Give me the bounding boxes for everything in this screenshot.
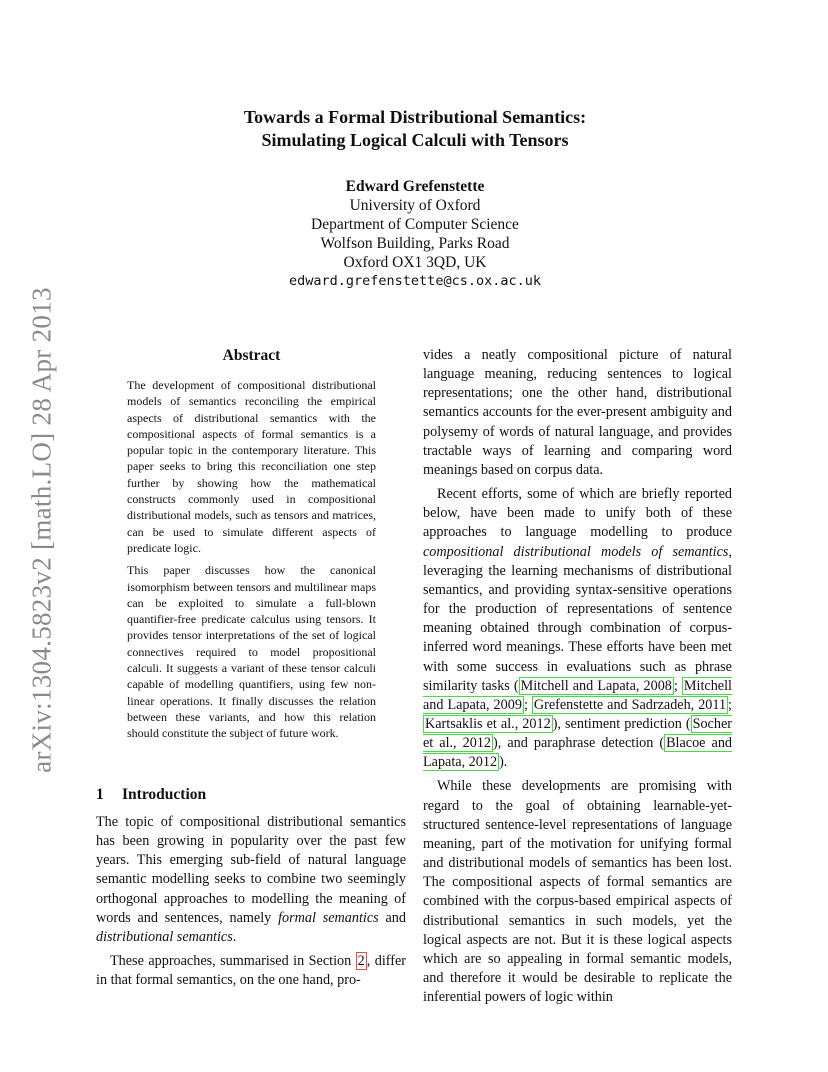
author-name: Edward Grefenstette bbox=[345, 178, 485, 195]
body-paragraph: The topic of compositional distributional semantics has been growing in popularity over the past few years. This emerging sub-field of natural language semantic modelling seeks to combine two seemingly orthogonal approaches to modelling the meaning of words and sentences, namely formal semantics and distributional semantics. bbox=[96, 814, 406, 945]
emphasis: distributional semantics bbox=[96, 928, 233, 945]
abstract-paragraph: This paper discusses how the canonical isomorphism between tensors and multilinear maps can be exploited to simulate a full-blown quantifier-free predicate calculus using tensors. It provides tensor interpretations of the set of logical connectives required to model propositional calculi. It suggests a variant of these tensor calculi capable of modelling quantifiers, using few non-linear operations. It finally discusses the relation between these variants, and how this relation should constitute the subject of future work. bbox=[127, 563, 376, 741]
title-line-2: Simulating Logical Calculi with Tensors bbox=[261, 130, 569, 150]
author-block bbox=[130, 177, 700, 291]
citation-link[interactable]: Kartsaklis et al., 2012 bbox=[425, 715, 551, 732]
author-email: edward.grefenstette@cs.ox.ac.uk bbox=[289, 273, 541, 289]
left-column bbox=[96, 813, 406, 990]
citation-link[interactable]: Blacoe and Lapata, 2012 bbox=[423, 735, 733, 771]
right-column bbox=[423, 346, 732, 1007]
emphasis: compositional distributional models of semantics bbox=[423, 543, 729, 560]
section-number: 1 bbox=[96, 786, 104, 803]
body-paragraph: While these developments are promising with regard to the goal of obtaining learnable-yet-structured sentence-level representations of language meaning, part of the motivation for unifying formal and distributional models of semantics has been lost. The compositional aspects of formal semantics are combined with the corpus-based empirical aspects of distributional semantics in such models, yet the logical aspects are not. But it is these logical aspects which are so appealing in formal semantic models, and therefore it would be desirable to replicate the inferential powers of logic within bbox=[423, 778, 732, 1006]
paper-title bbox=[130, 106, 700, 152]
body-paragraph: Recent efforts, some of which are briefly reported below, have been made to unify both of these approaches to language modelling to produce compositional distributional models of semantics, leveraging the learning mechanisms of distributional semantics, and providing syntax-sensitive operations for the production of representations of sentence meaning obtained through combination of corpus-inferred word meanings. These efforts have been met with some success in evaluations such as phrase similarity tasks ( Mitchell and Lapata, 2008 ; Mitchell and Lapata, 2009 ; Grefenstette and Sadrzadeh, 2011 ; Kartsaklis et al., 2012 ), sentiment prediction ( Socher et al., 2012 ), and paraphrase detection ( Blacoe and Lapata, 2012 ). bbox=[423, 486, 733, 771]
body-paragraph-continued: vides a neatly compositional picture of natural language meaning, reducing sentences to logical representations; one the other hand, distributional semantics accounts for the ever-present ambiguity and polysemy of words of natural language, and provides tractable ways of learning and comparing word meanings based on corpus data. bbox=[423, 347, 732, 478]
affiliation-line: Wolfson Building, Parks Road bbox=[320, 235, 510, 252]
citation-link[interactable]: Grefenstette and Sadrzadeh, 2011 bbox=[533, 696, 727, 713]
paper-header bbox=[130, 106, 700, 291]
affiliation-line: Department of Computer Science bbox=[311, 216, 519, 233]
affiliation-line: University of Oxford bbox=[349, 197, 481, 214]
body-paragraph: These approaches, summarised in Section 2 , differ in that formal semantics, on the one hand, pro- bbox=[96, 953, 406, 989]
section-title: Introduction bbox=[122, 786, 207, 803]
section-ref-link[interactable]: 2 bbox=[357, 953, 365, 970]
affiliation-line: Oxford OX1 3QD, UK bbox=[343, 254, 487, 271]
title-line-1: Towards a Formal Distributional Semantics: bbox=[243, 107, 587, 127]
arxiv-stamp bbox=[17, 287, 67, 773]
arxiv-stamp-text: arXiv:1304.5823v2 [math.LO] 28 Apr 2013 bbox=[26, 287, 57, 773]
emphasis: formal semantics bbox=[278, 909, 379, 926]
abstract-heading: Abstract bbox=[222, 347, 281, 364]
abstract-paragraph: The development of compositional distributional models of semantics reconciling the empirical aspects of distributional semantics with the compositional aspects of formal semantics is a popular topic in the contemporary literature. This paper seeks to bring this reconciliation one step further by showing how the mathematical constructs commonly used in compositional distributional models, such as tensors and matrices, can be used to simulate different aspects of predicate logic. bbox=[127, 378, 376, 555]
citation-link[interactable]: Socher et al., 2012 bbox=[423, 715, 732, 752]
citation-link[interactable]: Mitchell and Lapata, 2009 bbox=[423, 677, 732, 713]
abstract-section bbox=[127, 347, 376, 748]
section-heading-introduction bbox=[96, 786, 206, 804]
citation-link[interactable]: Mitchell and Lapata, 2008 bbox=[520, 677, 672, 694]
